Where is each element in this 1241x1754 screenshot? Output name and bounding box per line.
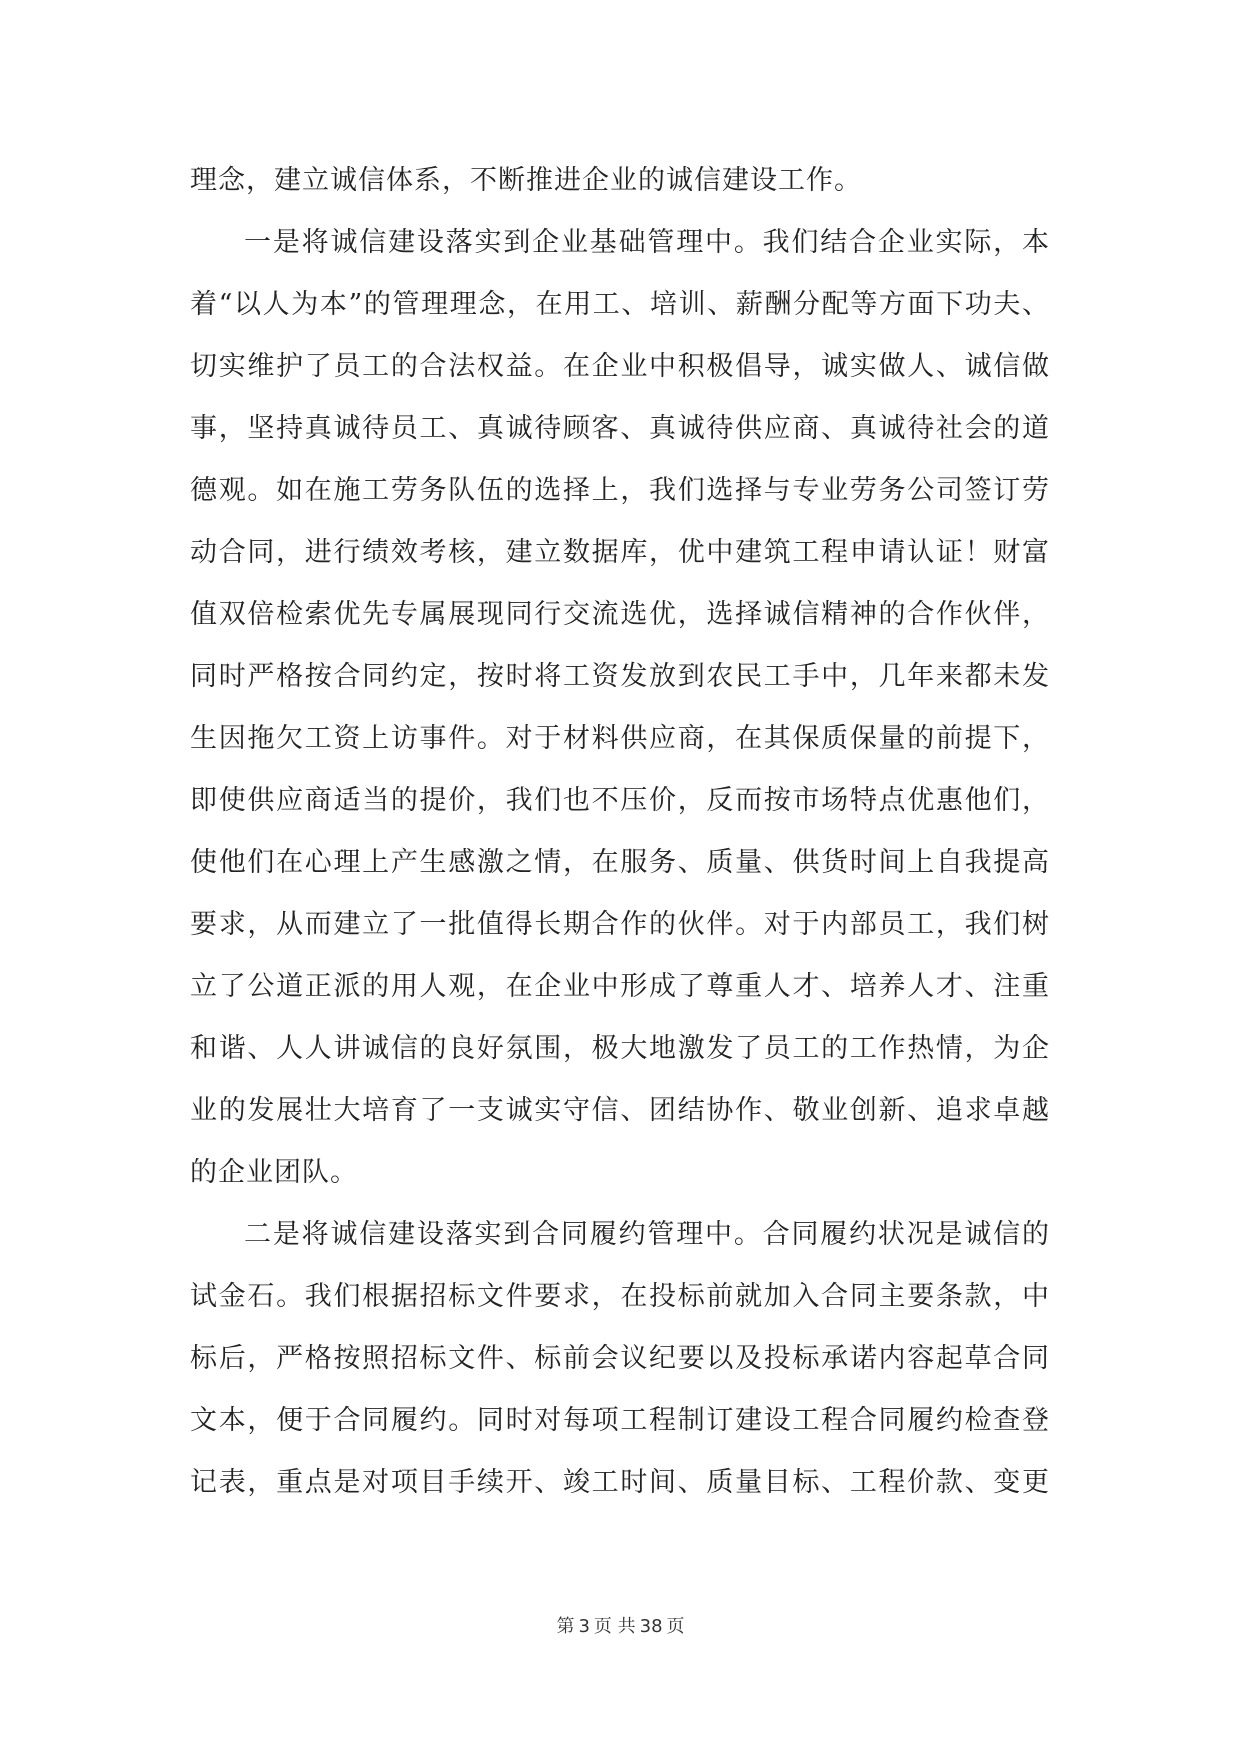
text-line: 动合同，进行绩效考核，建立数据库，优中建筑工程申请认证！财富 bbox=[190, 537, 1050, 568]
text-line: 理念，建立诚信体系，不断推进企业的诚信建设工作。 bbox=[190, 165, 862, 196]
footer-suffix: 页 bbox=[666, 1616, 685, 1637]
text-line: 生因拖欠工资上访事件。对于材料供应商，在其保质保量的前提下， bbox=[190, 723, 1050, 754]
text-line: 要求，从而建立了一批值得长期合作的伙伴。对于内部员工，我们树 bbox=[190, 909, 1050, 940]
footer-prefix: 第 bbox=[556, 1616, 575, 1637]
text-line: 业的发展壮大培育了一支诚实守信、团结协作、敬业创新、追求卓越 bbox=[190, 1095, 1050, 1126]
text-line: 记表，重点是对项目手续开、竣工时间、质量目标、工程价款、变更 bbox=[190, 1467, 1050, 1498]
text-line: 德观。如在施工劳务队伍的选择上，我们选择与专业劳务公司签订劳 bbox=[190, 475, 1050, 506]
text-line: 文本，便于合同履约。同时对每项工程制订建设工程合同履约检查登 bbox=[190, 1405, 1050, 1436]
text-line: 标后，严格按照招标文件、标前会议纪要以及投标承诺内容起草合同 bbox=[190, 1343, 1050, 1374]
text-line: 试金石。我们根据招标文件要求，在投标前就加入合同主要条款，中 bbox=[190, 1281, 1050, 1312]
paragraph-end-line: 的企业团队。 bbox=[190, 1157, 358, 1188]
text-line: 即使供应商适当的提价，我们也不压价，反而按市场特点优惠他们， bbox=[190, 785, 1050, 816]
paragraph-start-line: 一是将诚信建设落实到企业基础管理中。我们结合企业实际，本 bbox=[244, 227, 1050, 258]
text-line: 使他们在心理上产生感激之情，在服务、质量、供货时间上自我提高 bbox=[190, 847, 1050, 878]
text-line: 事，坚持真诚待员工、真诚待顾客、真诚待供应商、真诚待社会的道 bbox=[190, 413, 1050, 444]
total-page-count: 38 bbox=[639, 1616, 663, 1637]
footer-middle: 页 共 bbox=[593, 1616, 636, 1637]
document-body bbox=[190, 150, 1050, 1514]
current-page-number: 3 bbox=[578, 1616, 590, 1637]
paragraph-start-line: 二是将诚信建设落实到合同履约管理中。合同履约状况是诚信的 bbox=[244, 1219, 1050, 1250]
text-line: 立了公道正派的用人观，在企业中形成了尊重人才、培养人才、注重 bbox=[190, 971, 1050, 1002]
text-line: 和谐、人人讲诚信的良好氛围，极大地激发了员工的工作热情，为企 bbox=[190, 1033, 1050, 1064]
text-line: 值双倍检索优先专属展现同行交流选优，选择诚信精神的合作伙伴， bbox=[190, 599, 1050, 630]
text-line: 同时严格按合同约定，按时将工资发放到农民工手中，几年来都未发 bbox=[190, 661, 1050, 692]
text-line: 着“以人为本”的管理理念，在用工、培训、薪酬分配等方面下功夫、 bbox=[190, 289, 1050, 320]
page-footer bbox=[0, 1612, 1241, 1638]
text-line: 切实维护了员工的合法权益。在企业中积极倡导，诚实做人、诚信做 bbox=[190, 351, 1050, 382]
